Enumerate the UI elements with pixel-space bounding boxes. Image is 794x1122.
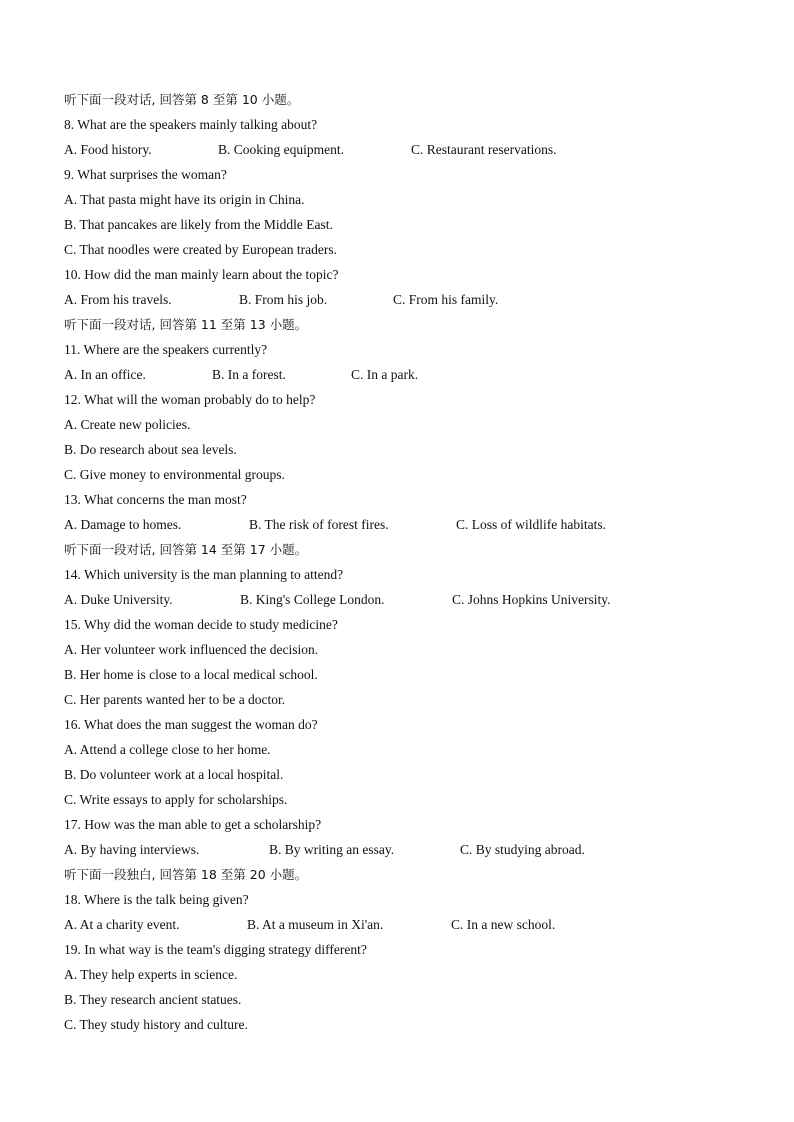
option-13-a: A. Damage to homes. [64, 517, 182, 532]
option-13-c: C. Loss of wildlife habitats. [456, 517, 606, 532]
options-row-13 [64, 514, 754, 539]
options-row-11 [64, 364, 754, 389]
section-instruction-8-10: 听下面一段对话, 回答第 8 至第 10 小题。 [64, 92, 300, 107]
options-row-10 [64, 289, 754, 314]
exam-page [64, 89, 754, 1039]
option-19-a: A. They help experts in science. [64, 967, 238, 982]
option-10-b: B. From his job. [239, 292, 328, 307]
options-row-18 [64, 914, 754, 939]
options-row-8 [64, 139, 754, 164]
option-12-c: C. Give money to environmental groups. [64, 467, 285, 482]
option-18-a: A. At a charity event. [64, 917, 180, 932]
question-10: 10. How did the man mainly learn about the topic? [64, 267, 339, 282]
option-19-c: C. They study history and culture. [64, 1017, 248, 1032]
option-10-c: C. From his family. [393, 292, 499, 307]
option-18-c: C. In a new school. [451, 917, 556, 932]
option-16-b: B. Do volunteer work at a local hospital. [64, 767, 284, 782]
section-instruction-18-20: 听下面一段独白, 回答第 18 至第 20 小题。 [64, 867, 308, 882]
option-13-b: B. The risk of forest fires. [249, 517, 389, 532]
option-12-a: A. Create new policies. [64, 417, 191, 432]
option-14-c: C. Johns Hopkins University. [452, 592, 611, 607]
option-8-b: B. Cooking equipment. [218, 142, 344, 157]
question-12: 12. What will the woman probably do to help? [64, 392, 316, 407]
section-instruction-14-17: 听下面一段对话, 回答第 14 至第 17 小题。 [64, 542, 308, 557]
option-15-b: B. Her home is close to a local medical school. [64, 667, 318, 682]
option-11-b: B. In a forest. [212, 367, 286, 382]
option-19-b: B. They research ancient statues. [64, 992, 242, 1007]
question-19: 19. In what way is the team's digging strategy different? [64, 942, 367, 957]
question-13: 13. What concerns the man most? [64, 492, 247, 507]
question-9: 9. What surprises the woman? [64, 167, 227, 182]
option-16-c: C. Write essays to apply for scholarships. [64, 792, 288, 807]
option-9-b: B. That pancakes are likely from the Middle East. [64, 217, 333, 232]
option-8-c: C. Restaurant reservations. [411, 142, 557, 157]
option-8-a: A. Food history. [64, 142, 152, 157]
option-14-a: A. Duke University. [64, 592, 173, 607]
question-17: 17. How was the man able to get a scholarship? [64, 817, 322, 832]
option-11-a: A. In an office. [64, 367, 146, 382]
question-16: 16. What does the man suggest the woman do? [64, 717, 318, 732]
question-18: 18. Where is the talk being given? [64, 892, 249, 907]
option-12-b: B. Do research about sea levels. [64, 442, 237, 457]
question-14: 14. Which university is the man planning to attend? [64, 567, 344, 582]
option-17-c: C. By studying abroad. [460, 842, 585, 857]
option-9-a: A. That pasta might have its origin in China. [64, 192, 305, 207]
option-18-b: B. At a museum in Xi'an. [247, 917, 384, 932]
option-17-a: A. By having interviews. [64, 842, 200, 857]
option-11-c: C. In a park. [351, 367, 419, 382]
option-10-a: A. From his travels. [64, 292, 172, 307]
option-15-a: A. Her volunteer work influenced the decision. [64, 642, 319, 657]
options-row-14 [64, 589, 754, 614]
option-14-b: B. King's College London. [240, 592, 385, 607]
question-15: 15. Why did the woman decide to study medicine? [64, 617, 338, 632]
options-row-17 [64, 839, 754, 864]
section-instruction-11-13: 听下面一段对话, 回答第 11 至第 13 小题。 [64, 317, 308, 332]
option-16-a: A. Attend a college close to her home. [64, 742, 271, 757]
option-15-c: C. Her parents wanted her to be a doctor. [64, 692, 286, 707]
question-11: 11. Where are the speakers currently? [64, 342, 268, 357]
option-17-b: B. By writing an essay. [269, 842, 395, 857]
option-9-c: C. That noodles were created by European traders. [64, 242, 338, 257]
question-8: 8. What are the speakers mainly talking about? [64, 117, 318, 132]
